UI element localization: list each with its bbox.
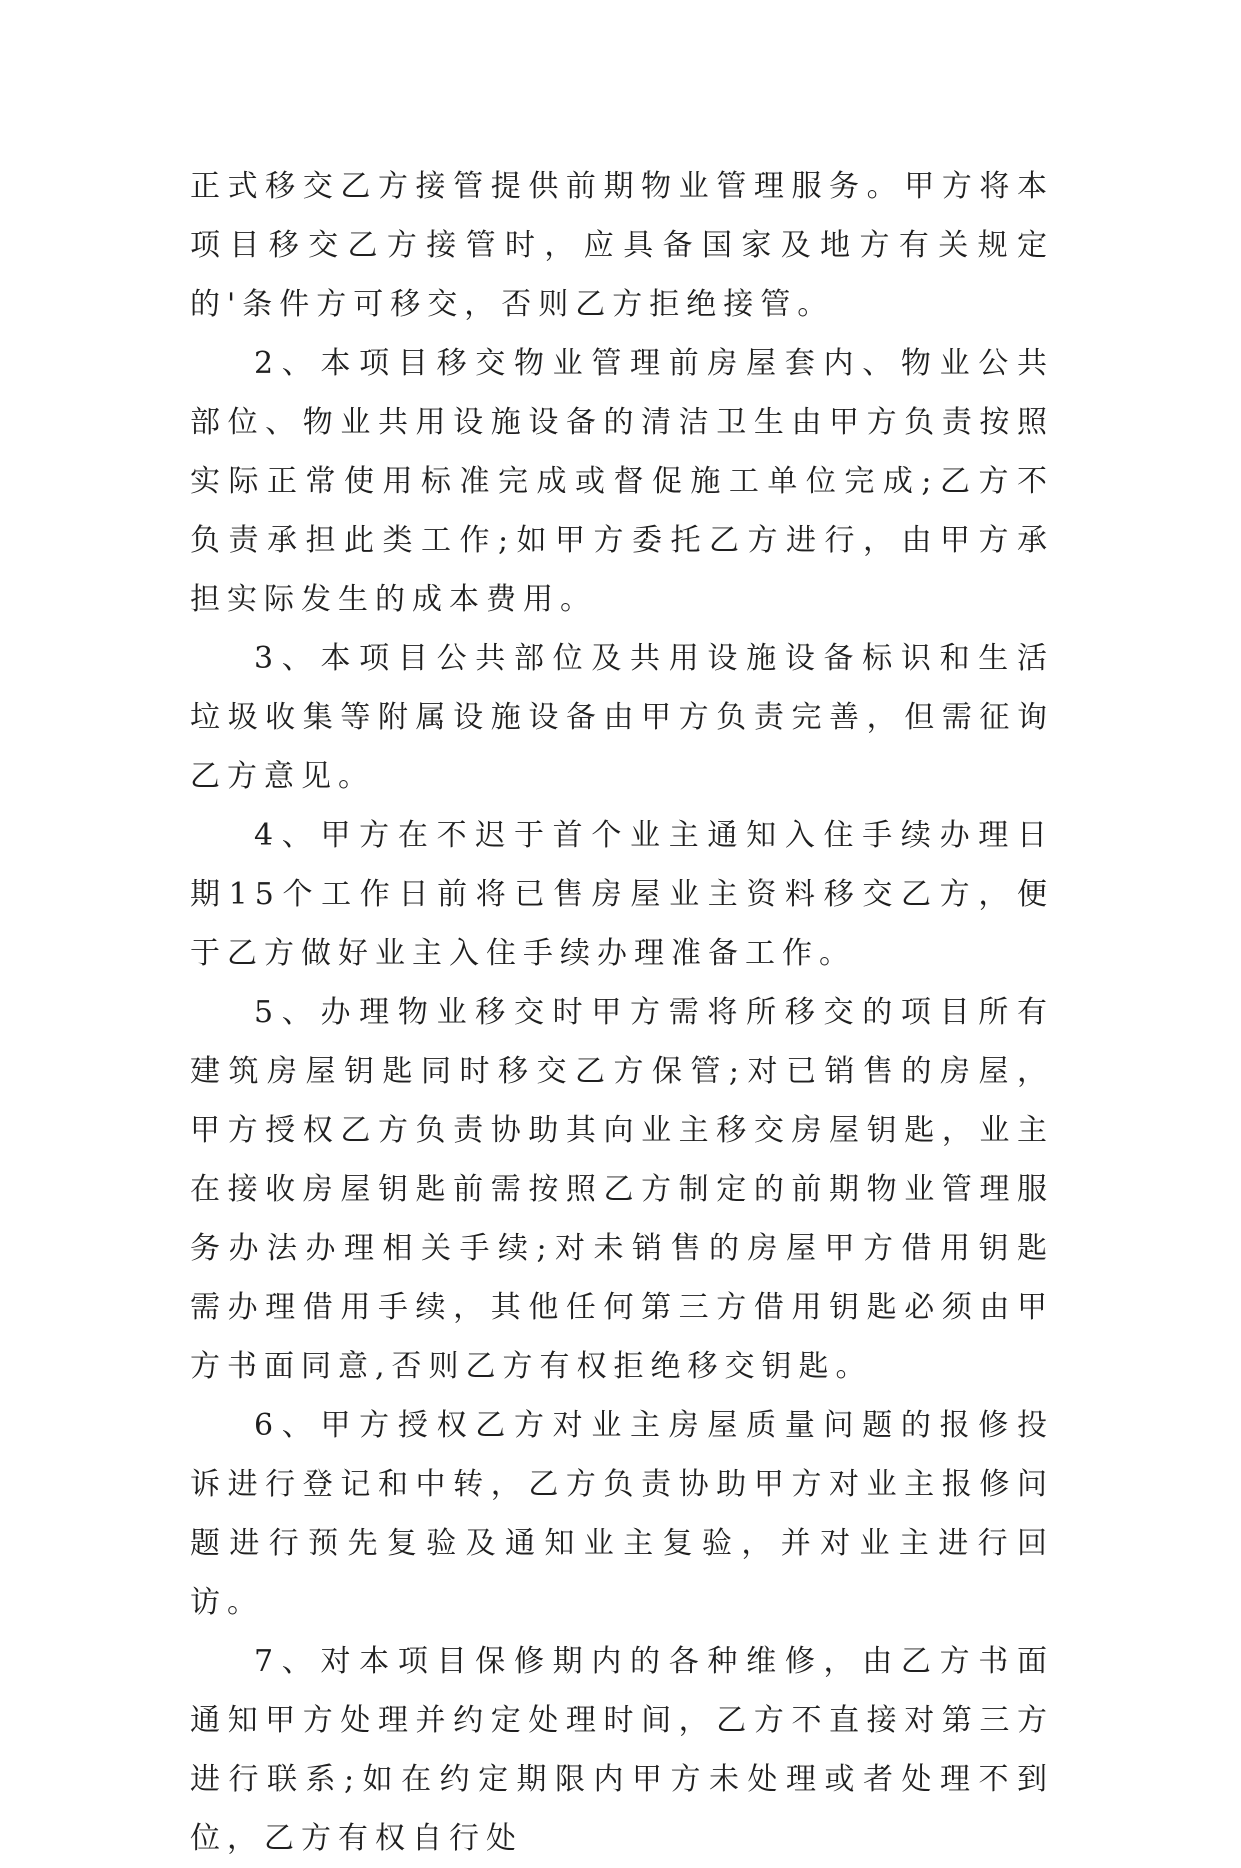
paragraph-item-6: 6、甲方授权乙方对业主房屋质量问题的报修投诉进行登记和中转，乙方负责协助甲方对业主报修问题进行预先复验及通知业主复验，并对业主进行回访。 [190, 1408, 1054, 1620]
document-body [190, 157, 1054, 1868]
paragraph-item-7: 7、对本项目保修期内的各种维修，由乙方书面通知甲方处理并约定处理时间，乙方不直接对第三方进行联系;如在约定期限内甲方未处理或者处理不到位，乙方有权自行处 [190, 1644, 1054, 1856]
paragraph-continuation: 正式移交乙方接管提供前期物业管理服务。甲方将本项目移交乙方接管时，应具备国家及地方有关规定的'条件方可移交，否则乙方拒绝接管。 [190, 169, 1054, 322]
paragraph-item-2: 2、本项目移交物业管理前房屋套内、物业公共部位、物业共用设施设备的清洁卫生由甲方负责按照实际正常使用标准完成或督促施工单位完成;乙方不负责承担此类工作;如甲方委托乙方进行，由甲方承担实际发生的成本费用。 [190, 346, 1054, 617]
paragraph-item-4: 4、甲方在不迟于首个业主通知入住手续办理日期15个工作日前将已售房屋业主资料移交乙方，便于乙方做好业主入住手续办理准备工作。 [190, 818, 1054, 971]
paragraph-item-5: 5、办理物业移交时甲方需将所移交的项目所有建筑房屋钥匙同时移交乙方保管;对已销售的房屋，甲方授权乙方负责协助其向业主移交房屋钥匙，业主在接收房屋钥匙前需按照乙方制定的前期物业管理服务办法办理相关手续;对未销售的房屋甲方借用钥匙需办理借用手续，其他任何第三方借用钥匙必须由甲方书面同意,否则乙方有权拒绝移交钥匙。 [190, 995, 1054, 1384]
paragraph-item-3: 3、本项目公共部位及共用设施设备标识和生活垃圾收集等附属设施设备由甲方负责完善，但需征询乙方意见。 [190, 641, 1054, 794]
